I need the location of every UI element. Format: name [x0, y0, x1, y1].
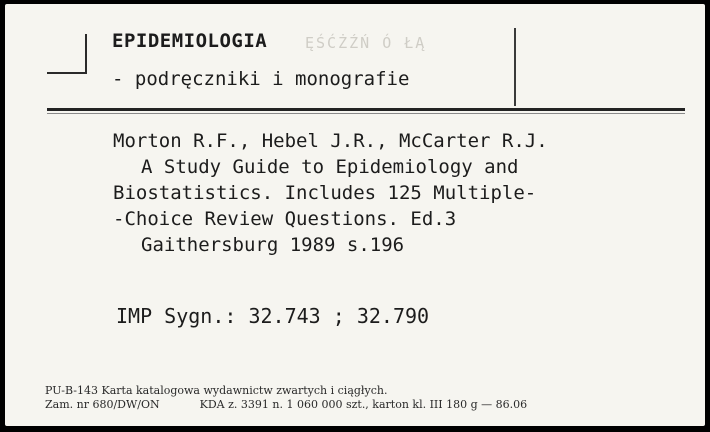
subject-bottom-tick	[47, 72, 87, 74]
separator-rule	[47, 108, 685, 111]
separator-rule-thin	[47, 113, 685, 114]
call-number: IMP Sygn.: 32.743 ; 32.790	[116, 304, 430, 328]
subject-right-rule	[514, 28, 516, 106]
entry-authors: Morton R.F., Hebel J.R., McCarter R.J.	[113, 130, 548, 152]
subject-subheading: - podręczniki i monografie	[112, 68, 410, 90]
faded-stamp-text: ĘŚĆŻŹŃ Ó ŁĄ	[305, 34, 427, 52]
entry-title-line-1: A Study Guide to Epidemiology and	[141, 156, 519, 178]
subject-heading: EPIDEMIOLOGIA	[112, 30, 268, 52]
footer-print-details: KDA z. 3391 n. 1 060 000 szt., karton kl. III 180 g — 86.06	[199, 398, 528, 411]
subject-block	[5, 4, 705, 114]
bibliographic-entry	[113, 128, 548, 258]
subject-left-rule	[85, 34, 87, 74]
entry-title-line-3: -Choice Review Questions. Ed.3	[113, 208, 457, 230]
footer-line-2	[45, 398, 527, 412]
printer-footer	[45, 384, 527, 412]
entry-title-line-2: Biostatistics. Includes 125 Multiple-	[113, 182, 537, 204]
footer-line-1: PU-B-143 Karta katalogowa wydawnictw zwartych i ciągłych.	[45, 384, 388, 397]
footer-order-number: Zam. nr 680/DW/ON	[45, 398, 160, 411]
catalog-card	[5, 4, 705, 426]
entry-imprint: Gaithersburg 1989 s.196	[141, 234, 405, 256]
